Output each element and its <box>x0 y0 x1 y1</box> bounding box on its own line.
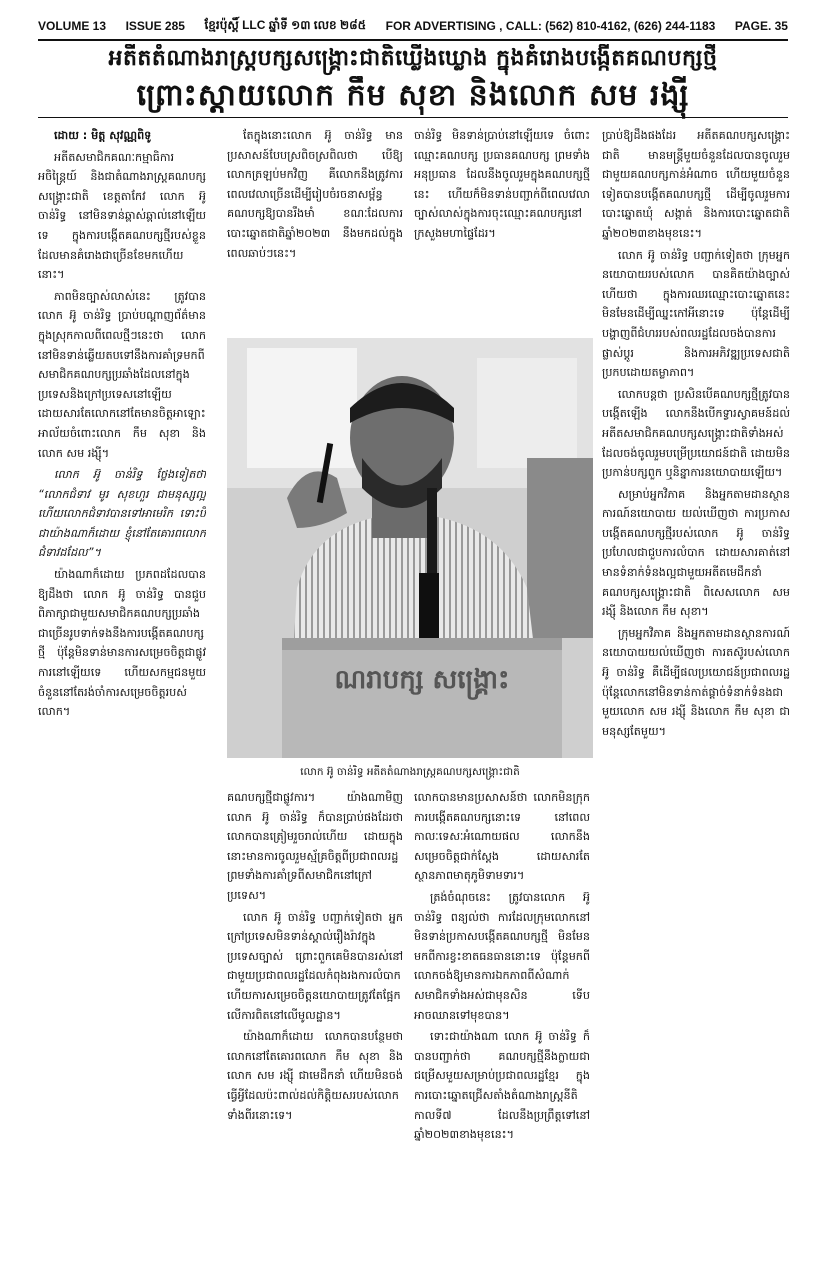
paragraph: ត្រង់ចំណុចនេះ ត្រូវបានលោក អ៊ូ ចាន់រិទ្ធ ពន្យល់ថា ការដែលក្រុមលោកនៅមិនទាន់ប្រកាសបង្កើតគណបក្សថ្មី មិនមែនមកពីការខ្វះខាតធនធាននោះទេ ប៉ុន្តែមកពីលោកចង់ឱ្យមានការឯកភាពពីសំណាក់សមាជិកទាំងអស់ជាមុនសិន ទើបអាចឈានទៅមុខបាន។ <box>414 890 590 1022</box>
advertising-label: FOR ADVERTISING , CALL: (562) 810-4162, (626) 244-1183 <box>385 19 716 33</box>
article-column-3-top <box>414 126 590 338</box>
paragraph: យ៉ាងណាក៏ដោយ លោកបានបន្ថែមថា លោកនៅតែគោរពលោក កឹម សុខា និងលោក សម រង្ស៊ី ជាមេដឹកនាំ ហើយមិនចង់ធ្វើអ្វីដែលប៉ះពាល់ដល់កិត្តិយសរបស់លោកទាំងពីរនោះទេ។ <box>227 1030 403 1122</box>
article-column-2-top <box>227 126 403 338</box>
photo-caption: លោក អ៊ូ ចាន់រិទ្ធ អតីតតំណាងរាស្ត្រគណបក្សសង្គ្រោះជាតិ <box>300 766 520 778</box>
byline: ដោយ : មិត្ត សុវណ្ណពិទូ <box>54 129 152 142</box>
paragraph: តែក្នុងនោះលោក អ៊ូ ចាន់រិទ្ធ មានប្រសាសន៍បែបស្រពិចស្រពិលថា បើឱ្យលោកត្រឡប់មកវិញ គឺលោកនឹងត្រូវការពេលវេលាច្រើនដើម្បីរៀបចំរចនាសម្ព័ន្ធគណបក្សឱ្យបានរឹងមាំ ខណៈដែលការបោះឆ្នោតជាតិឆ្នាំ២០២៣ នឹងមកដល់ក្នុងពេលឆាប់ៗនេះ។ <box>227 129 403 260</box>
paragraph: សម្រាប់អ្នកវិភាគ និងអ្នកតាមដានស្ថានការណ៍នយោបាយ យល់ឃើញថា ការប្រកាសបង្កើតគណបក្សថ្មីរបស់លោក អ៊ូ ចាន់រិទ្ធ ប្រហែលជាជួបការលំបាក ដោយសារគាត់នៅមានទំនាក់ទំនងល្អជាមួយអតីតមេដឹកនាំគណបក្សសង្គ្រោះជាតិ ពិសេសលោក សម រង្ស៊ី និងលោក កឹម សុខា។ <box>602 487 790 619</box>
paragraph: ចាន់រិទ្ធ មិនទាន់ប្រាប់នៅឡើយទេ ចំពោះឈ្មោះគណបក្ស ប្រធានគណបក្ស ព្រមទាំងអនុប្រធាន ដែលនឹងចូលរួមក្នុងគណបក្សថ្មីនេះ ហើយក៏មិនទាន់បញ្ជាក់ពីពេលវេលាច្បាស់លាស់ក្នុងការចុះឈ្មោះគណបក្សនៅក្រសួងមហាផ្ទៃដែរ។ <box>414 129 590 240</box>
paragraph: ទោះជាយ៉ាងណា លោក អ៊ូ ចាន់រិទ្ធ ក៏បានបញ្ជាក់ថា គណបក្សថ្មីនឹងក្លាយជាជម្រើសមួយសម្រាប់ប្រជាពលរដ្ឋខ្មែរ ក្នុងការបោះឆ្នោតជ្រើសតាំងតំណាងរាស្ត្រនីតិកាលទី៧ ដែលនឹងប្រព្រឹត្តទៅនៅឆ្នាំ២០២៣ខាងមុខនេះ។ <box>414 1030 590 1142</box>
article-column-1 <box>38 126 206 1234</box>
page-number: PAGE. 35 <box>734 19 788 33</box>
podium-lettering: ណរាបក្ស សង្គ្រោះ <box>334 665 510 695</box>
speaker-photo-graphic <box>227 338 593 758</box>
article-column-3-bottom <box>414 788 590 1234</box>
headline-line-1: អតីតតំណាងរាស្ត្របក្សសង្គ្រោះជាតិឃ្លើងឃ្លោង ក្នុងគំរោងបង្កើតគណបក្សថ្មី <box>108 45 718 71</box>
masthead-label: ខ្មែរប៉ុស្ដិ៍ LLC ឆ្នាំទី ១៣ លេខ ២៨៥ <box>204 18 367 32</box>
paragraph: លោកបានមានប្រសាសន៍ថា លោកមិនក្រុកការបង្កើតគណបក្សនោះទេ នៅពេលកាលៈទេសៈអំណោយផល លោកនឹងសម្រេចចិត្តជាក់ស្ដែង ដោយសារតែស្ថានភាពមាតុភូមិទាមទារ។ <box>414 791 590 883</box>
paragraph: ភាពមិនច្បាស់លាស់នេះ ត្រូវបានលោក អ៊ូ ចាន់រិទ្ធ ប្រាប់បណ្ដាញព័ត៌មានក្នុងស្រុកកាលពីពេលថ្មីៗនេះថា លោកនៅមិនទាន់ឆ្លើយតបទៅនឹងការគាំទ្រមកពីសមាជិកគណបក្សប្រឆាំងដែលនៅក្នុងប្រទេសនិងក្រៅប្រទេសនៅឡើយ ដោយសារតែលោកនៅតែមានចិត្តអាឡោះអាល័យចំពោះលោក កឹម សុខា និងលោក សម រង្ស៊ី។ <box>38 289 206 460</box>
paragraph: លោក អ៊ូ ចាន់រិទ្ធ បញ្ជាក់ទៀតថា ក្រុមអ្នកនយោបាយរបស់លោក បានគិតយ៉ាងច្បាស់ហើយថា ក្នុងការឈរឈ្មោះបោះឆ្នោតនេះ មិនមែនដើម្បីឈ្នះកៅអីនោះទេ ប៉ុន្តែដើម្បីបង្ហាញពីជំហររបស់ពលរដ្ឋដែលចង់បានការផ្លាស់ប្ដូរ និងការអភិវឌ្ឍប្រទេសជាតិប្រកបដោយតម្លាភាព។ <box>602 248 790 380</box>
issue-label: ISSUE 285 <box>125 19 185 33</box>
headline-rule <box>38 117 788 118</box>
speaker-photo <box>227 338 593 758</box>
paragraph: លោក អ៊ូ ចាន់រិទ្ធ បញ្ជាក់ទៀតថា អ្នកក្រៅប្រទេសមិនទាន់ស្គាល់រឿងរ៉ាវក្នុងប្រទេសច្បាស់ ព្រោះពួកគេមិនបានរស់នៅជាមួយប្រជាពលរដ្ឋដែលកំពុងរងការលំបាក ហើយការសម្រេចចិត្តនយោបាយត្រូវតែផ្អែកលើការពិតនៅលើមូលដ្ឋាន។ <box>227 910 403 1022</box>
header-rule <box>38 39 788 41</box>
article-column-4 <box>602 126 790 1234</box>
paragraph: ក្រុមអ្នកវិភាគ និងអ្នកតាមដានស្ថានការណ៍នយោបាយយល់ឃើញថា ការតស៊ូរបស់លោក អ៊ូ ចាន់រិទ្ធ គឺដើម្បីផលប្រយោជន៍ប្រជាពលរដ្ឋ ប៉ុន្តែលោកនៅមិនទាន់កាត់ផ្ដាច់ទំនាក់ទំនងជាមួយលោក សម រង្ស៊ី និងលោក កឹម សុខា ជាមនុស្សតែមួយ។ <box>602 626 790 738</box>
paragraph: យ៉ាងណាក៏ដោយ ប្រភពដដែលបានឱ្យដឹងថា លោក អ៊ូ ចាន់រិទ្ធ បានជួបពិភាក្សាជាមួយសមាជិកគណបក្សប្រឆាំងជាច្រើនរូបទាក់ទងនឹងការបង្កើតគណបក្សថ្មី ប៉ុន្តែមិនទាន់មានការសម្រេចចិត្តជាផ្លូវការនៅឡើយទេ ហើយសកម្មជនមួយចំនួននៅតែរង់ចាំការសម្រេចចិត្តរបស់លោក។ <box>38 568 206 719</box>
paragraph: គណបក្សថ្មីជាផ្លូវការ។ យ៉ាងណាមិញ លោក អ៊ូ ចាន់រិទ្ធ ក៏បានប្រាប់ផងដែរថា លោកបានត្រៀមរួចរាល់ហើយ ដោយក្នុងនោះមានការចូលរួមស្ម័គ្រចិត្តពីប្រជាពលរដ្ឋ ព្រមទាំងការគាំទ្រពីសមាជិកនៅក្រៅប្រទេស។ <box>227 791 403 902</box>
paragraph: ប្រាប់ឱ្យដឹងផងដែរ អតីតគណបក្សសង្គ្រោះជាតិ មានមន្ត្រីមួយចំនួនដែលបានចូលរួមជាមួយគណបក្សកាន់អំណាច ហើយមួយចំនួនទៀតបានបង្កើតគណបក្សថ្មី ដើម្បីចូលរួមការបោះឆ្នោតឃុំ សង្កាត់ និងការបោះឆ្នោតជាតិឆ្នាំ២០២៣ខាងមុខនេះ។ <box>602 129 790 240</box>
issue-header <box>38 14 788 38</box>
paragraph: អតីតសមាជិកគណៈកម្មាធិការអចិន្ត្រៃយ៍ និងជាតំណាងរាស្ត្រគណបក្សសង្គ្រោះជាតិ ខេត្តតាកែវ លោក អ៊ូ ចាន់រិទ្ធ នៅមិនទាន់ឆ្ពាស់ឆ្ពាល់នៅឡើយទេ ក្នុងការបង្កើតគណបក្សថ្មីរបស់ខ្លួនដែលមានគំរោងជាច្រើនខែមកហើយនោះ។ <box>38 150 206 282</box>
volume-label: VOLUME 13 <box>38 19 107 33</box>
quote-paragraph: លោក អ៊ូ ចាន់រិទ្ធ ថ្លែងទៀតថា “លោកជំទាវ មូរ សុខហួរ ជាមនុស្សល្អ ហើយលោកជំទាវបានទៅអាមេរិក ទោះបីជាយ៉ាងណាក៏ដោយ ខ្ញុំនៅតែគោរពលោកជំទាវដដែល”។ <box>38 468 206 560</box>
paragraph: លោកបន្តថា ប្រសិនបើគណបក្សថ្មីត្រូវបានបង្កើតឡើង លោកនឹងបើកទ្វារស្វាគមន៍ដល់អតីតសមាជិកគណបក្សសង្គ្រោះជាតិទាំងអស់ ដែលចង់ចូលរួមបម្រើប្រយោជន៍ជាតិ ដោយមិនប្រកាន់បក្សពួក ឬនិន្នាការនយោបាយឡើយ។ <box>602 387 790 480</box>
headline-line-2: ព្រោះស្ដាយលោក កឹម សុខា និងលោក សម រង្ស៊ី <box>136 78 690 113</box>
article-column-2-bottom <box>227 788 403 1234</box>
